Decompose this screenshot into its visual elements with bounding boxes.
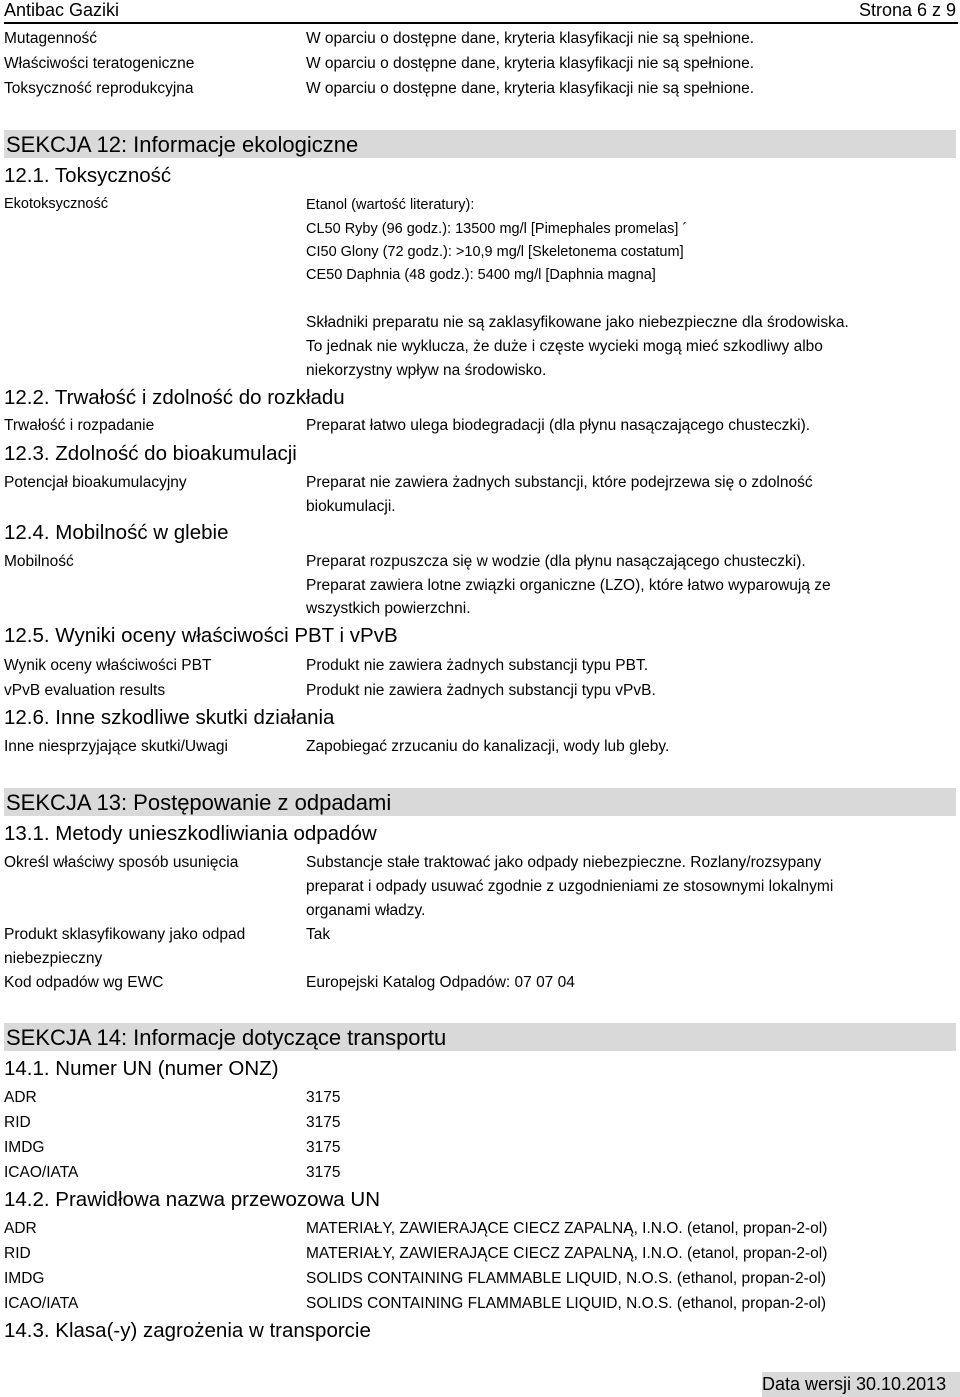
row-label: Wynik oceny właściwości PBT [4, 657, 212, 674]
row-label: Produkt sklasyfikowany jako odpad [4, 926, 246, 943]
section-12-heading: SEKCJA 12: Informacje ekologiczne [4, 130, 956, 158]
ecotoxicity-label: Ekotoksyczność [4, 196, 108, 212]
row-label: ICAO/IATA [4, 1295, 79, 1312]
subsection-12-5-title: 12.5. Wyniki oceny właściwości PBT i vPvB [4, 624, 398, 647]
row-value: 3175 [306, 1139, 341, 1156]
row-value: preparat i odpady usuwać zgodnie z uzgodnieniami ze stosownymi lokalnymi [306, 878, 834, 895]
row-value: 3175 [306, 1114, 341, 1131]
ecotox-line: Etanol (wartość literatury): [306, 197, 475, 213]
row-label: niebezpieczny [4, 950, 103, 967]
row-label: ADR [4, 1220, 37, 1237]
row-value: W oparciu o dostępne dane, kryteria klasyfikacji nie są spełnione. [306, 30, 755, 47]
section-13-heading: SEKCJA 13: Postępowanie z odpadami [4, 788, 956, 816]
subsection-12-2-title: 12.2. Trwałość i zdolność do rozkładu [4, 386, 345, 409]
note-line: niekorzystny wpływ na środowisko. [306, 362, 547, 379]
header-divider [4, 22, 958, 24]
ecotox-line: CL50 Ryby (96 godz.): 13500 mg/l [Pimephales promelas] ´ [306, 221, 688, 237]
row-value: MATERIAŁY, ZAWIERAJĄCE CIECZ ZAPALNĄ, I.N.O. (etanol, propan-2-ol) [306, 1220, 828, 1237]
subsection-12-3-title: 12.3. Zdolność do bioakumulacji [4, 442, 297, 465]
row-value: Tak [306, 926, 331, 943]
subsection-12-4-title: 12.4. Mobilność w glebie [4, 521, 229, 544]
row-value: Zapobiegać zrzucaniu do kanalizacji, wody lub gleby. [306, 738, 670, 755]
row-value: organami władzy. [306, 902, 426, 919]
row-value: W oparciu o dostępne dane, kryteria klasyfikacji nie są spełnione. [306, 55, 755, 72]
row-value: Europejski Katalog Odpadów: 07 07 04 [306, 974, 575, 991]
document-title: Antibac Gaziki [4, 0, 120, 20]
subsection-12-1-title: 12.1. Toksyczność [4, 164, 172, 187]
row-label: IMDG [4, 1270, 45, 1287]
row-label: Mutagenność [4, 30, 98, 47]
section-14-heading: SEKCJA 14: Informacje dotyczące transportu [4, 1023, 956, 1051]
row-label: Potencjał bioakumulacyjny [4, 474, 187, 491]
row-label: Mobilność [4, 553, 74, 570]
row-label: Określ właściwy sposób usunięcia [4, 854, 239, 871]
row-value: Preparat nie zawiera żadnych substancji, które podejrzewa się o zdolność [306, 474, 813, 491]
row-value: SOLIDS CONTAINING FLAMMABLE LIQUID, N.O.S. (ethanol, propan-2-ol) [306, 1270, 826, 1287]
page-number: Strona 6 z 9 [858, 0, 956, 20]
row-value: MATERIAŁY, ZAWIERAJĄCE CIECZ ZAPALNĄ, I.N.O. (etanol, propan-2-ol) [306, 1245, 828, 1262]
row-label: ICAO/IATA [4, 1164, 79, 1181]
row-label: Trwałość i rozpadanie [4, 417, 155, 434]
row-label: Inne niesprzyjające skutki/Uwagi [4, 738, 228, 755]
row-value: Preparat rozpuszcza się w wodzie (dla płynu nasączającego chusteczki). [306, 553, 806, 570]
row-value: 3175 [306, 1164, 341, 1181]
row-label: vPvB evaluation results [4, 682, 166, 699]
ecotox-line: CE50 Daphnia (48 godz.): 5400 mg/l [Daphnia magna] [306, 267, 656, 283]
row-value: Produkt nie zawiera żadnych substancji typu PBT. [306, 657, 649, 674]
row-value: Produkt nie zawiera żadnych substancji typu vPvB. [306, 682, 656, 699]
row-value: Substancje stałe traktować jako odpady niebezpieczne. Rozlany/rozsypany [306, 854, 822, 871]
row-label: RID [4, 1245, 31, 1262]
row-label: Toksyczność reprodukcyjna [4, 80, 194, 97]
subsection-14-3-title: 14.3. Klasa(-y) zagrożenia w transporcie [4, 1319, 371, 1342]
version-date-badge: Data wersji 30.10.2013 [762, 1372, 960, 1397]
row-label: ADR [4, 1089, 37, 1106]
subsection-14-1-title: 14.1. Numer UN (numer ONZ) [4, 1057, 279, 1080]
row-value: Preparat łatwo ulega biodegradacji (dla płynu nasączającego chusteczki). [306, 417, 811, 434]
subsection-13-1-title: 13.1. Metody unieszkodliwiania odpadów [4, 822, 377, 845]
row-label: Właściwości teratogeniczne [4, 55, 195, 72]
row-label: IMDG [4, 1139, 45, 1156]
row-label: RID [4, 1114, 31, 1131]
row-label: Kod odpadów wg EWC [4, 974, 164, 991]
subsection-12-6-title: 12.6. Inne szkodliwe skutki działania [4, 706, 335, 729]
row-value: biokumulacji. [306, 498, 396, 515]
note-line: Składniki preparatu nie są zaklasyfikowane jako niebezpieczne dla środowiska. [306, 314, 849, 331]
row-value: Preparat zawiera lotne związki organiczne (LZO), które łatwo wyparowują ze [306, 577, 831, 594]
row-value: SOLIDS CONTAINING FLAMMABLE LIQUID, N.O.S. (ethanol, propan-2-ol) [306, 1295, 826, 1312]
subsection-14-2-title: 14.2. Prawidłowa nazwa przewozowa UN [4, 1188, 381, 1211]
note-line: To jednak nie wyklucza, że duże i częste wycieki mogą mieć szkodliwy albo [306, 338, 823, 355]
row-value: wszystkich powierzchni. [306, 600, 471, 617]
ecotox-line: CI50 Glony (72 godz.): >10,9 mg/l [Skeletonema costatum] [306, 244, 684, 260]
row-value: 3175 [306, 1089, 341, 1106]
row-value: W oparciu o dostępne dane, kryteria klasyfikacji nie są spełnione. [306, 80, 755, 97]
